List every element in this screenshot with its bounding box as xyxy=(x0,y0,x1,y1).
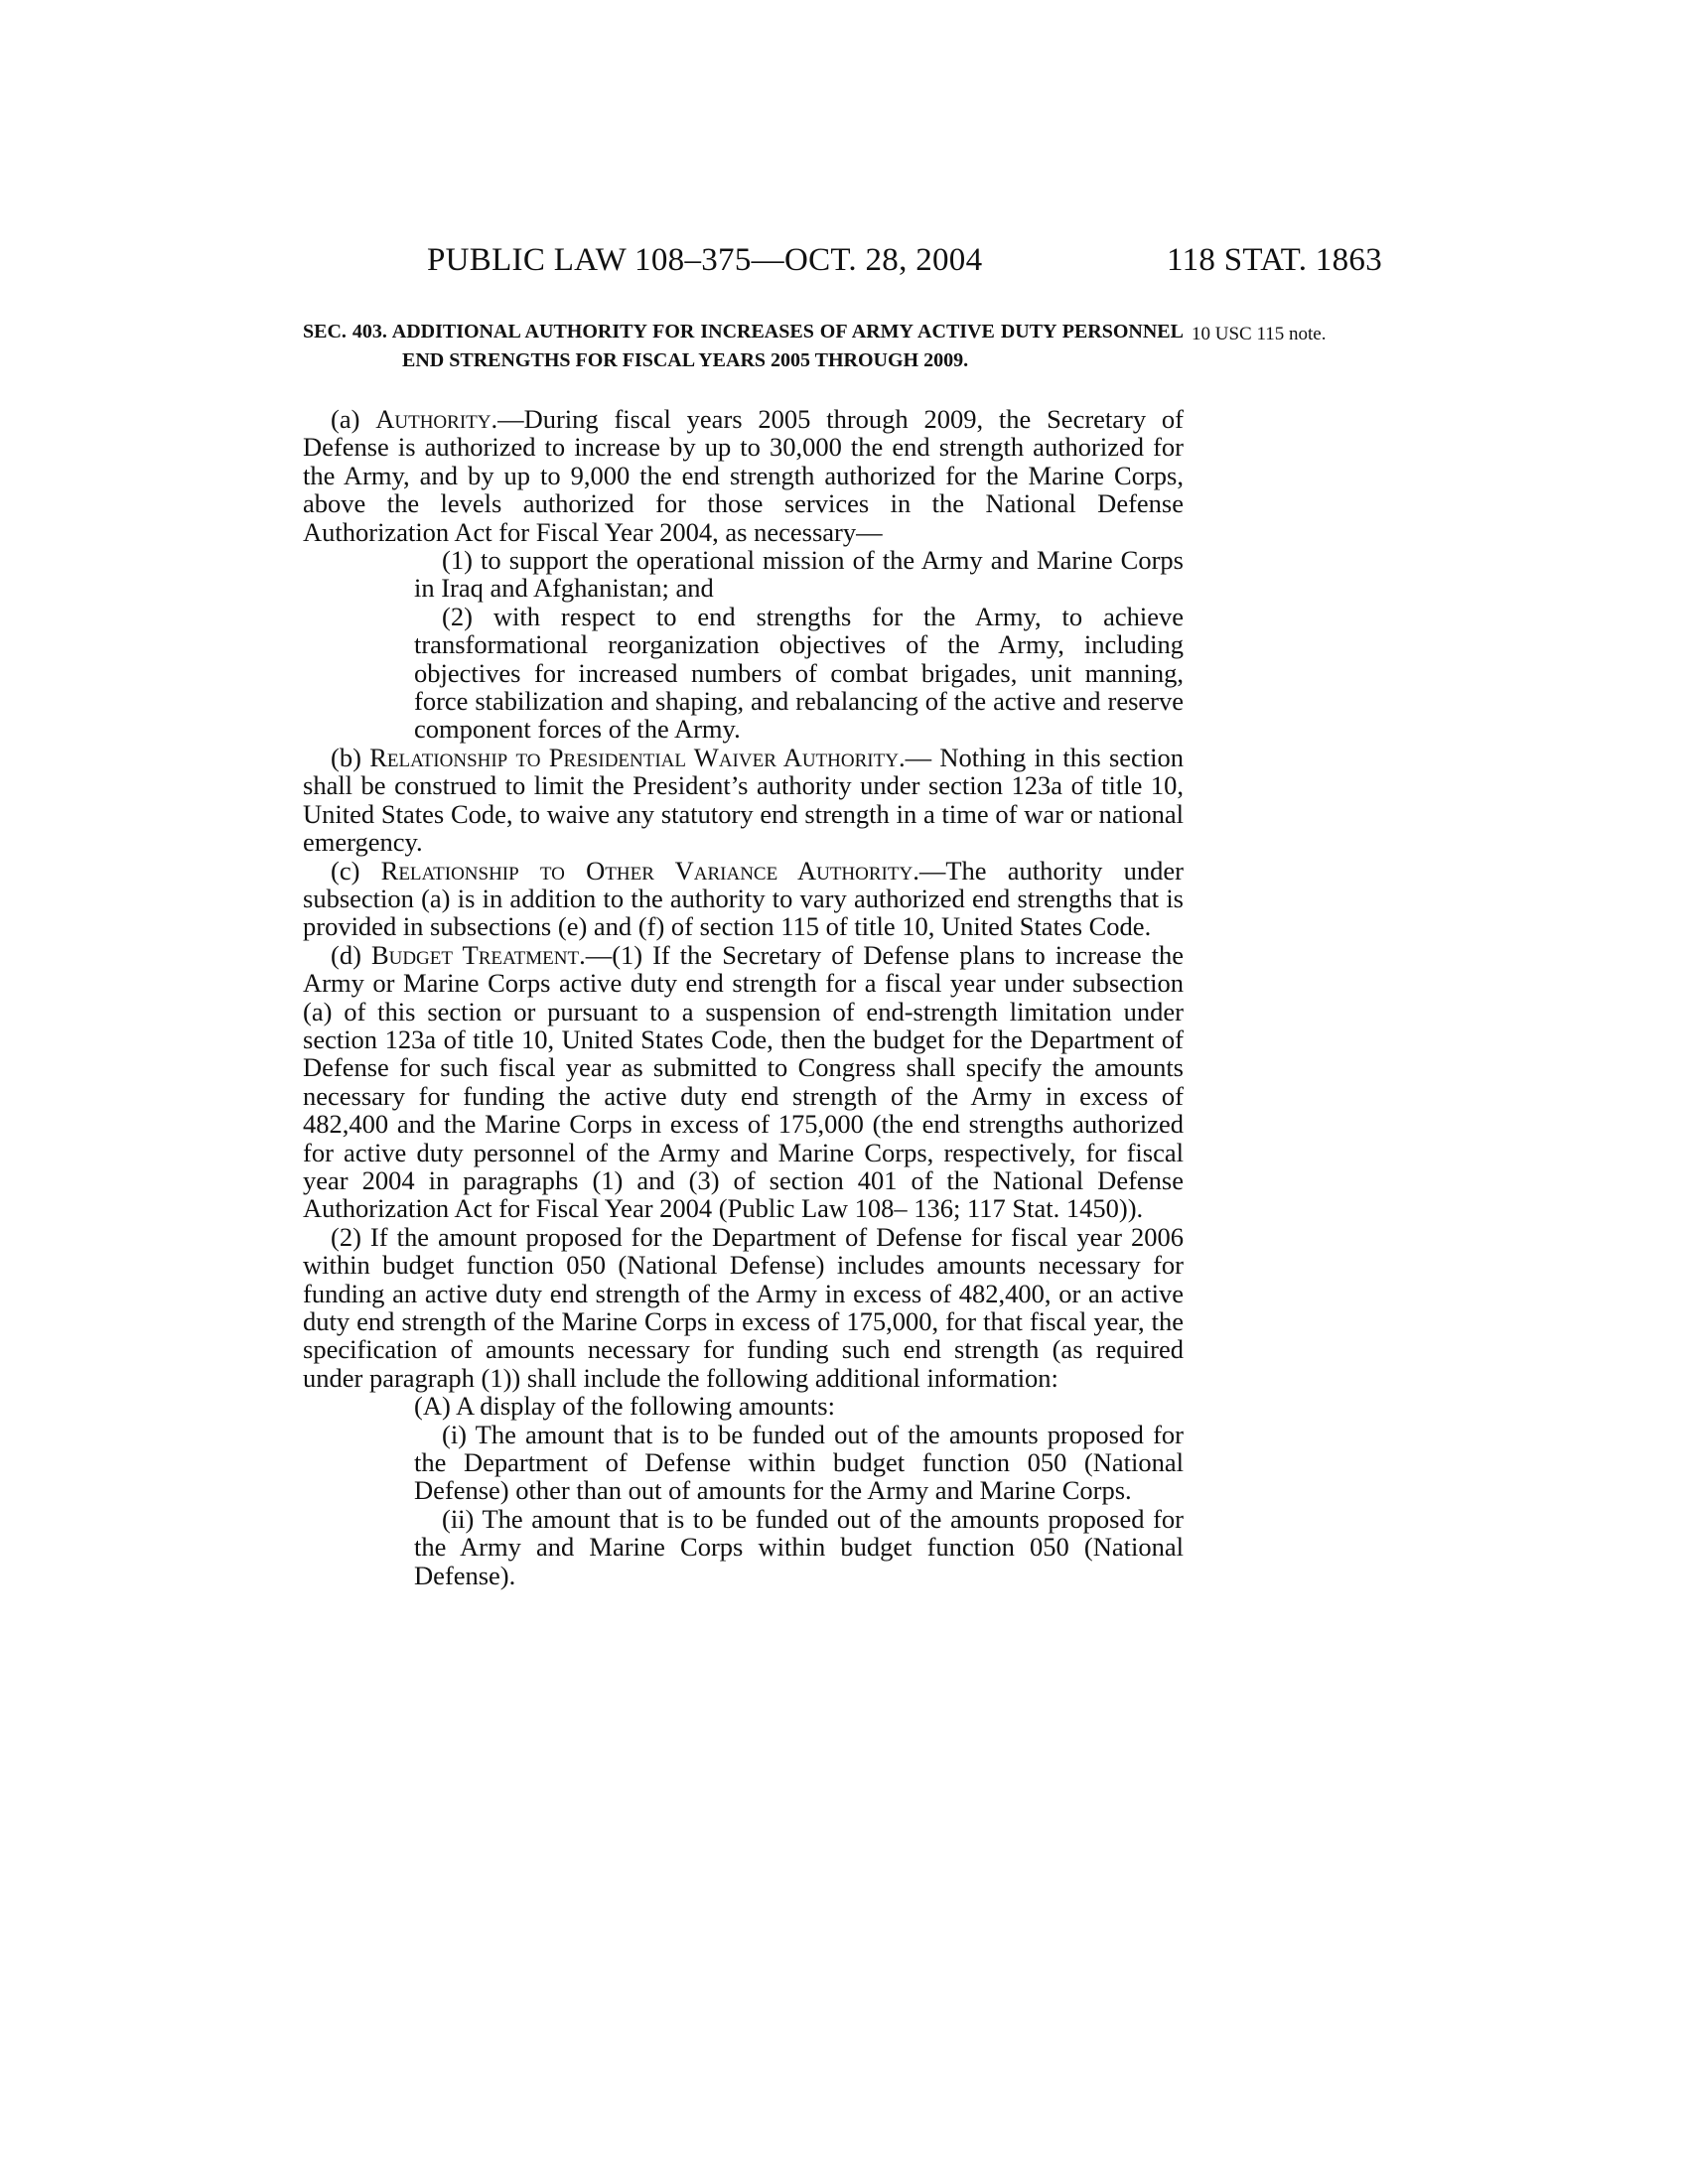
section-body xyxy=(303,405,1184,1589)
public-law-citation: PUBLIC LAW 108–375—OCT. 28, 2004 xyxy=(427,242,983,278)
page-header xyxy=(427,242,1382,292)
subsection-a-caption: Authority xyxy=(375,404,492,434)
subsection-b xyxy=(303,744,1184,857)
subsection-c-text: .—The authority under subsection (a) is in addition to the authority to vary authorized end strengths that is provided in subsections (e) and (f) of section 115 of title 10, United States Code. xyxy=(303,855,1184,942)
usc-margin-note: 10 USC 115 note. xyxy=(1192,324,1327,344)
subsection-c xyxy=(303,857,1184,941)
subsection-d-caption: Budget Treatment xyxy=(370,939,580,970)
statute-page-number: 118 STAT. 1863 xyxy=(1167,242,1382,278)
section-heading: SEC. 403. ADDITIONAL AUTHORITY FOR INCREASES OF ARMY ACTIVE DUTY PERSONNEL END STRENGTHS FOR FISCAL YEARS 2005 THROUGH 2009. xyxy=(303,321,1184,371)
subsection-d-text: .—(1) If the Secretary of Defense plans to increase the Army or Marine Corps active duty end strength for a fiscal year under subsection (a) of this section or pursuant to a suspension of end-strength limitation under section 123a of title 10, United States Code, then the budget for the Department of Defense for such fiscal year as submitted to Congress shall specify the amounts necessary for funding the active duty end strength of the Army in excess of 482,400 and the Marine Corps in excess of 175,000 (the end strengths authorized for active duty personnel of the Army and Marine Corps, respectively, for fiscal year 2004 in paragraphs (1) and (3) of section 401 of the National Defense Authorization Act for Fiscal Year 2004 (Public Law 108– 136; 117 Stat. 1450)). xyxy=(303,939,1184,1224)
subsection-a xyxy=(303,405,1184,546)
subsection-a-text: .—During fiscal years 2005 through 2009, the Secretary of Defense is authorized to increase by up to 30,000 the end strength authorized for the Army, and by up to 9,000 the end strength authorized for the Marine Corps, above the levels authorized for those services in the National Defense Authorization Act for Fiscal Year 2004, as necessary— xyxy=(303,404,1184,547)
paragraph-a2: (2) with respect to end strengths for the Army, to achieve transformational reorganization objectives of the Army, including objectives for increased numbers of combat brigades, unit manning, force stabilization and shaping, and rebalancing of the active and reserve component forces of the Army. xyxy=(414,601,1184,745)
subsection-c-caption: Relationship to Other Variance Authority xyxy=(380,855,914,886)
subparagraph-d-a: (A) A display of the following amounts: xyxy=(414,1391,835,1422)
clause-d-ii: (ii) The amount that is to be funded out of the amounts proposed for the Army and Marine Corps within budget function 050 (National Defense). xyxy=(414,1503,1184,1590)
paragraph-d2: (2) If the amount proposed for the Department of Defense for fiscal year 2006 within budget function 050 (National Defense) includes amounts necessary for funding an active duty end strength of the Army in excess of 482,400, or an active duty end strength of the Marine Corps in excess of 175,000, for that fiscal year, the specification of amounts necessary for funding such end strength (as required under paragraph (1)) shall include the following additional information: xyxy=(303,1221,1184,1393)
subsection-c-label: (c) xyxy=(331,855,381,886)
subsection-d xyxy=(303,941,1184,1223)
subsection-d-label: (d) xyxy=(331,939,371,970)
clause-d-i: (i) The amount that is to be funded out of the amounts proposed for the Department of Defense within budget function 050 (National Defense) other than out of amounts for the Army and Marine Corps. xyxy=(414,1419,1184,1506)
subsection-b-caption: Relationship to Presidential Waiver Authority xyxy=(369,742,899,772)
subsection-a-label: (a) xyxy=(331,404,376,434)
subsection-b-text: .— Nothing in this section shall be construed to limit the President’s authority under section 123a of title 10, United States Code, to waive any statutory end strength in a time of war or national emergency. xyxy=(303,742,1185,858)
paragraph-a1: (1) to support the operational mission of the Army and Marine Corps in Iraq and Afghanistan; and xyxy=(414,545,1184,604)
subsection-b-label: (b) xyxy=(331,742,370,772)
